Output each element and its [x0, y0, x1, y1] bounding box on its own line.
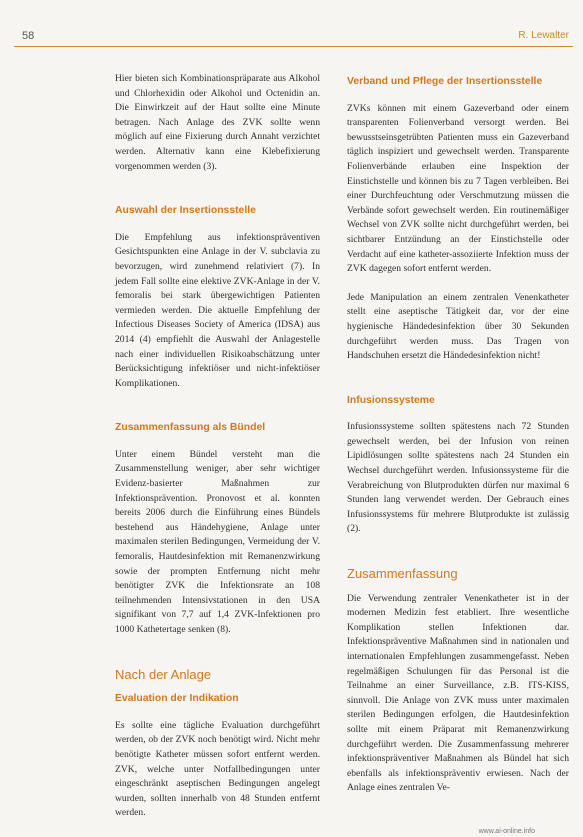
paragraph-infusion-systems: Infusionssysteme sollten spätestens nach 72 Stunden gewechselt werden, bei der Infusion von reinen Lipidlösungen sollte spätestens nach 24 Stunden ein Wechsel durchgeführt werden. Infusionssysteme für die Verabreichung von Blutprodukten dürfen nur maximal 6 Stunden lang verwendet werden. Der Gebrauch eines Infusionssystems für mehrere Blutprodukte ist zulässig (2). — [347, 421, 569, 535]
paragraph-manipulation: Jede Manipulation an einem zentralen Venenkatheter stellt eine aseptische Tätigkeit dar, vor der eine hygienische Händedesinfektion über 30 Sekunden durchgeführt werden muss. Das Tragen von Handschuhen ersetzt die Händedesinfektion nicht! — [347, 291, 569, 362]
heading-indication: Evaluation der Indikation — [115, 693, 239, 705]
heading-insertion-site: Auswahl der Insertionsstelle — [115, 205, 256, 217]
paragraph-bundle: Unter einem Bündel versteht man die Zusammenstellung weniger, aber sehr wichtiger Evidenz-basierter Maßnahmen zur Infektionsprävention. Pronovost et al. konnten bereits 2006 durch die Einführung eines Bündels bestehend aus Händehygiene, Anlage unter maximalen sterilen Bedingungen, Vermeidung der V. femoralis, Hautdesinfektion mit Remanenzwirkung sowie der prompten Entfernung nicht mehr benötigter ZVK die Infektionsrate an 108 teilnehmenden Intensivstationen in den USA signifikant von 7,7 auf 1,4 ZVK-Infektionen pro 1000 Kathetertage senken (8). — [115, 448, 320, 635]
paragraph-summary: Die Verwendung zentraler Venenkatheter ist in der modernen Medizin fest etabliert. Ihre wesentliche Komplikation stellen Infektionen dar. Infektionspräventive Maßnahmen sind in nationalen und internationalen Empfehlungen zusammengefasst. Neben regelmäßigen Schulungen für das Personal ist die Teilnahme an einer Surveillance, z.B. ITS-KISS, sinnvoll. Die Anlage von ZVK muss unter maximalen sterilen Bedingungen erfolgen, die Hautdesinfektion sollte mit einem Präparat mit Remanenzwirkung durchgeführt werden. Die Zusammenfassung mehrerer infektionspräventiver Maßnahmen als Bündel hat sich ebenfalls als infektionspräventiv erwiesen. Nach der Anlage eines zentralen Ve- — [347, 592, 569, 794]
heading-dressing: Verband und Pflege der Insertionsstelle — [347, 76, 543, 87]
paragraph-insertion-site: Die Empfehlung aus infektionspräventiven Gesichtspunkten eine Anlage in der V. subclavia zu bevorzugen, wird zunehmend relativiert (7). In jedem Fall sollte eine elektive ZVK-Anlage in der V. femoralis bei stark übergewichtigen Patienten vermieden werden. Die aktuelle Empfehlung der Infectious Diseases Society of America (IDSA) aus 2014 (4) empfiehlt die Auswahl der Anlagestelle nach einer individuellen Risikoabschätzung unter Berücksichtigung infektiöser und nicht-infektiöser Komplikationen. — [115, 231, 320, 389]
footer-url: www.ai-online.info — [478, 828, 535, 835]
left-column — [115, 72, 320, 835]
heading-summary: Zusammenfassung — [347, 566, 458, 582]
paragraph-dressing: ZVKs können mit einem Gazeverband oder einem transparenten Folienverband versorgt werden. Bei bewusstseinsgetrübten Patienten muss ein Gazeverband täglich inspiziert und gewechselt werden. Transparente Folienverbände erlauben eine Inspektion der Einstichstelle und können bis zu 7 Tagen verbleiben. Bei einer Durchfeuchtung oder Verschmutzung müssen die Verbände sofort gewechselt werden. Ein routinemäßiger Wechsel von ZVK sollte nicht durchgeführt werden, bei sichtbarer Entzündung an der Einstichstelle oder Verdacht auf eine katheter-assoziierte Infektion muss der ZVK dagegen sofort entfernt werden. — [347, 102, 569, 275]
right-column — [347, 75, 569, 810]
page-header — [0, 0, 583, 48]
page-number: 58 — [22, 30, 35, 42]
heading-infusion-systems: Infusionssysteme — [347, 394, 435, 406]
header-rule — [14, 46, 573, 47]
heading-after-placement: Nach der Anlage — [115, 666, 212, 682]
heading-bundle: Zusammenfassung als Bündel — [115, 422, 266, 434]
paragraph-indication: Es sollte eine tägliche Evaluation durchgeführt werden, ob der ZVK noch benötigt wird. Nicht mehr benötigte Katheter müssen sofort entfernt werden. ZVK, welche unter Notfallbedingungen unter eingeschränkt aseptischen Bedingungen angelegt wurden, sollten innerhalb von 48 Stunden entfernt werden. — [115, 719, 320, 819]
paragraph-skin-disinfection: Hier bieten sich Kombinationspräparate aus Alkohol und Chlorhexidin oder Alkohol und Octenidin an. Die Einwirkzeit auf der Haut sollte eine Minute betragen. Nach Anlage des ZVK sollte wenn möglich auf eine Fixierung durch Annaht verzichtet werden. Alternativ kann eine Klebefixierung vorgenommen werden (3). — [115, 73, 320, 172]
running-head: R. Lewalter — [518, 30, 569, 41]
